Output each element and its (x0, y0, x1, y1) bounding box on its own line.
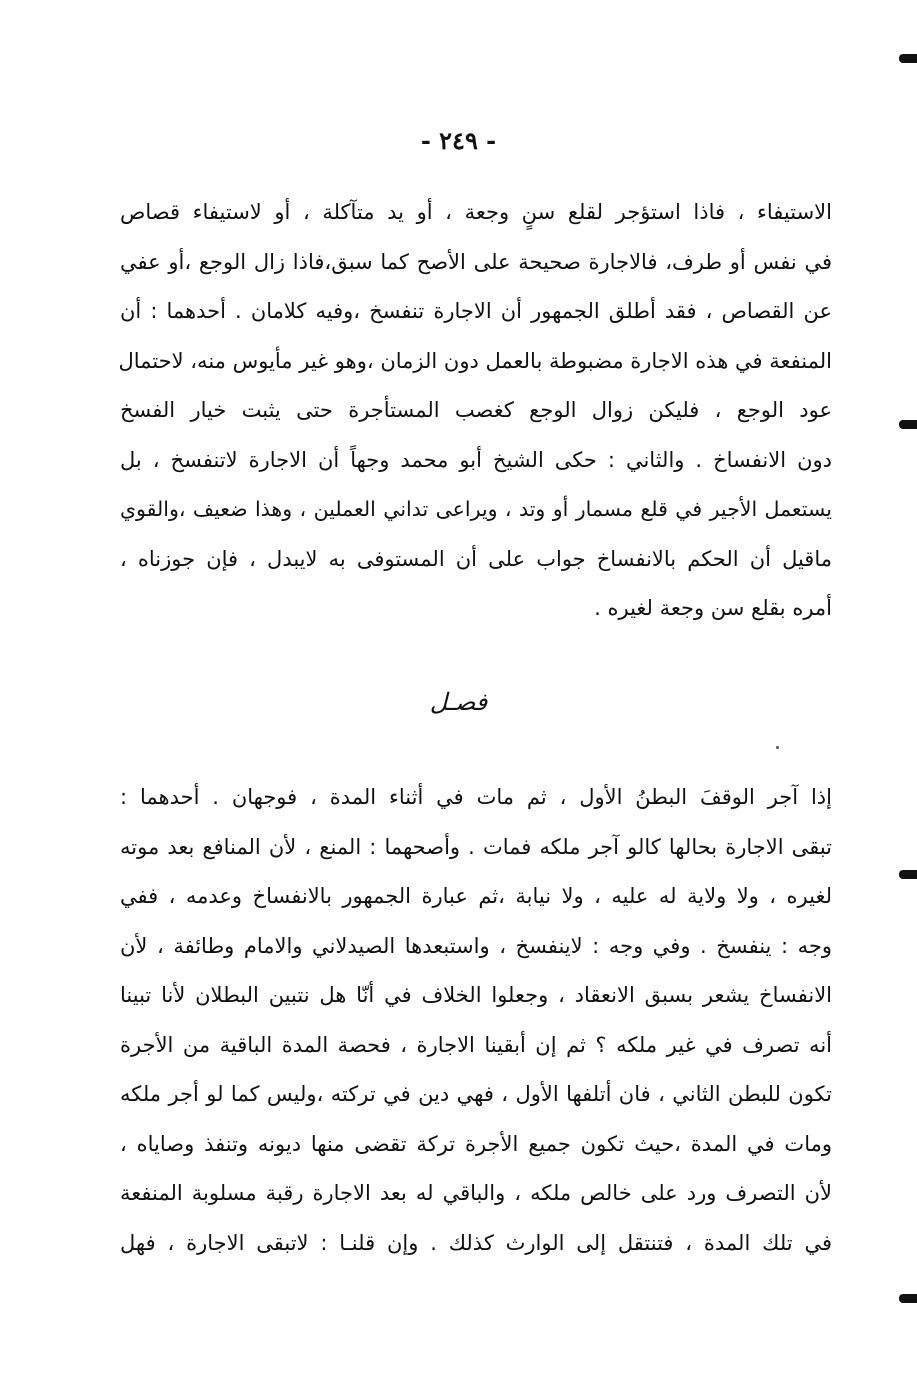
paragraph-2 (120, 773, 832, 1268)
paragraph-2-line: لغيره ، ولا ولاية له عليه ، ولا نيابة ،ثم عبارة الجمهور بالانفساخ وعدمه ، ففي (120, 884, 832, 908)
paragraph-2-line: أنه تصرف في غير ملكه ؟ ثم إن أبقينا الاجارة ، فحصة المدة الباقية من الأجرة (120, 1032, 832, 1057)
scan-speck (776, 746, 779, 749)
page-number: - ٢٤٩ - (420, 126, 497, 155)
paragraph-1-line: عود الوجع ، فليكن زوال الوجع كغصب المستأجرة حتى يثبت خيار الفسخ (120, 398, 832, 422)
paragraph-2-line: في تلك المدة ، فتنتقل إلى الوارث كذلك . وإن قلنـا : لاتبقى الاجارة ، فهل (120, 1230, 832, 1255)
paragraph-1-line: الاستيفاء ، فاذا استؤجر لقلع سنٍ وجعة ، أو يد متآكلة ، أو لاستيفاء قصاص (120, 200, 832, 224)
paragraph-1-line: عن القصاص ، فقد أطلق الجمهور أن الاجارة تنفسخ ،وفيه كلامان . أحدهما : أن (120, 299, 832, 323)
section-heading: فصـل (429, 688, 488, 716)
paragraph-2-line: إذا آجر الوقفَ البطنُ الأول ، ثم مات في أثناء المدة ، فوجهان . أحدهما : (120, 785, 832, 809)
paragraph-1-line: المنفعة في هذه الاجارة مضبوطة بالعمل دون الزمان ،وهو غير مأيوس منه، لاحتمال (118, 348, 832, 373)
binding-mark (899, 420, 917, 429)
paragraph-2-line: تبقى الاجارة بحالها كالو آجر ملكه فمات . وأصحهما : المنع ، لأن المنافع بعد موته (120, 834, 832, 859)
binding-mark (899, 870, 917, 879)
paragraph-2-line: الانفساخ يشعر بسبق الانعقاد ، وجعلوا الخلاف في أنّا هل نتبين البطلان لأنا تبينا (120, 983, 832, 1007)
paragraph-2-line: تكون للبطن الثاني ، فان أتلفها الأول ، فهي دين في تركته ،وليس كما لو أجر ملكه (120, 1082, 832, 1106)
paragraph-2-line: لأن التصرف ورد على خالص ملكه ، والباقي له بعد الاجارة رقبة مسلوبة المنفعة (120, 1181, 832, 1205)
paragraph-1-line: في نفس أو طرف، فالاجارة صحيحة على الأصح كما سبق،فاذا زال الوجع ،أو عفي (120, 249, 832, 274)
paragraph-1-line: دون الانفساخ . والثاني : حكى الشيخ أبو محمد وجهاً أن الاجارة لاتنفسخ ، بل (120, 447, 832, 472)
paragraph-1-line: أمره بقلع سن وجعة لغيره . (594, 596, 832, 620)
paragraph-2-line: ومات في المدة ،حيث تكون جميع الأجرة تركة تقضى منها ديونه وتنفذ وصاياه ، (120, 1131, 832, 1156)
paragraph-1 (120, 188, 832, 634)
binding-mark (899, 1294, 917, 1303)
paragraph-1-line: يستعمل الأجير في قلع مسمار أو وتد ، ويراعى تداني العملين ، وهذا ضعيف ،والقوي (120, 497, 832, 521)
paragraph-2-line: وجه : ينفسخ . وفي وجه : لاينفسخ ، واستبعدها الصيدلاني والامام وطائفة ، لأن (120, 933, 832, 958)
binding-mark (899, 54, 917, 63)
paragraph-1-line: ماقيل أن الحكم بالانفساخ جواب على أن المستوفى به لايبدل ، فإن جوزناه ، (120, 546, 832, 571)
